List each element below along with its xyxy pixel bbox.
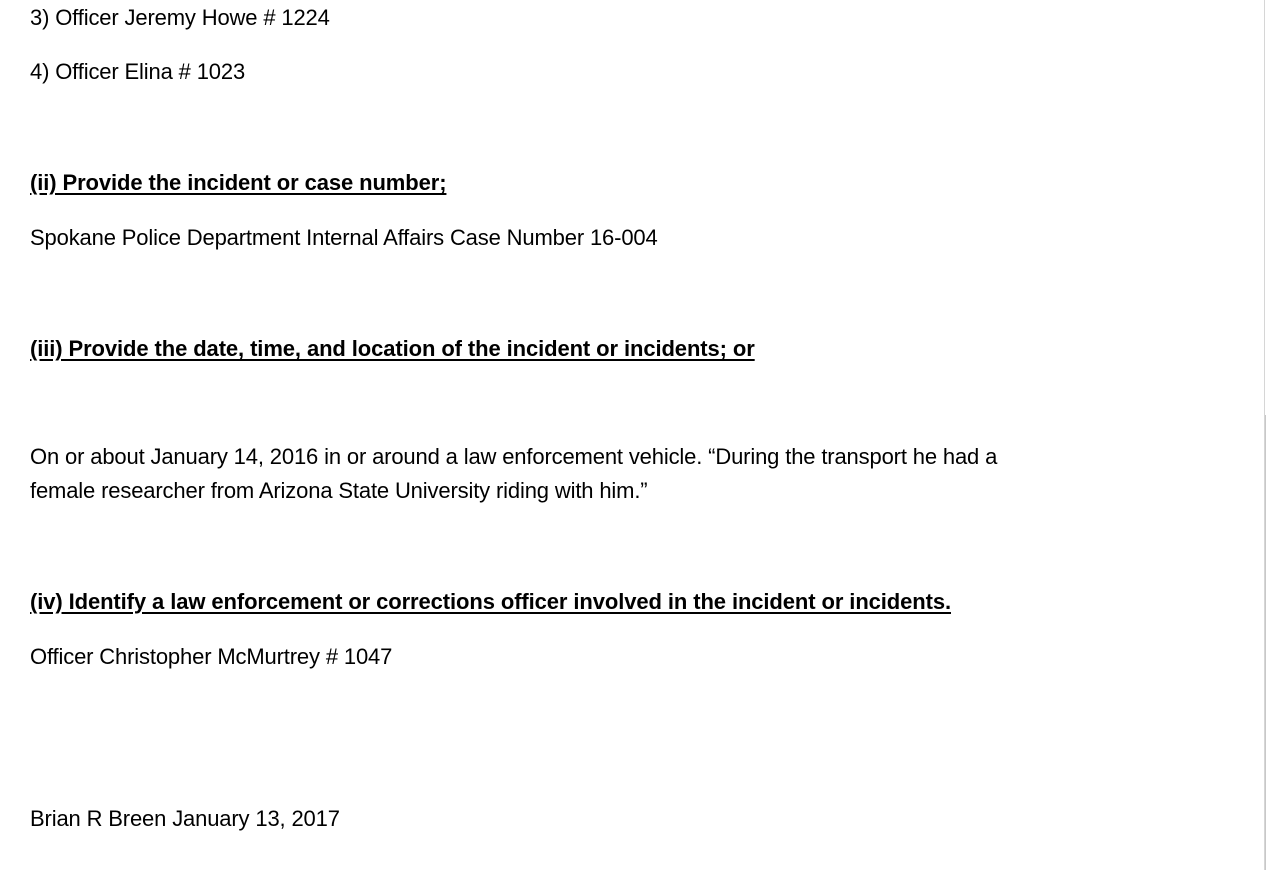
section-iii-body-line-1: On or about January 14, 2016 in or around a law enforcement vehicle. “During the transport he had a (30, 444, 998, 469)
section-iv-body: Officer Christopher McMurtrey # 1047 (30, 644, 393, 669)
officer-list-item-4: 4) Officer Elina # 1023 (30, 59, 246, 84)
section-iii-body-line-2: female researcher from Arizona State University riding with him.” (30, 478, 648, 503)
section-iii-body (30, 440, 1230, 508)
section-iii-heading: (iii) Provide the date, time, and location of the incident or incidents; or (30, 336, 755, 361)
section-ii-heading: (ii) Provide the incident or case number; (30, 170, 447, 195)
section-iv-heading: (iv) Identify a law enforcement or corrections officer involved in the incident or incidents. (30, 589, 951, 614)
signature-line: Brian R Breen January 13, 2017 (30, 806, 340, 831)
section-ii-body: Spokane Police Department Internal Affairs Case Number 16-004 (30, 225, 658, 250)
scrollbar-edge (1265, 415, 1266, 870)
officer-list-item-3: 3) Officer Jeremy Howe # 1224 (30, 5, 330, 30)
